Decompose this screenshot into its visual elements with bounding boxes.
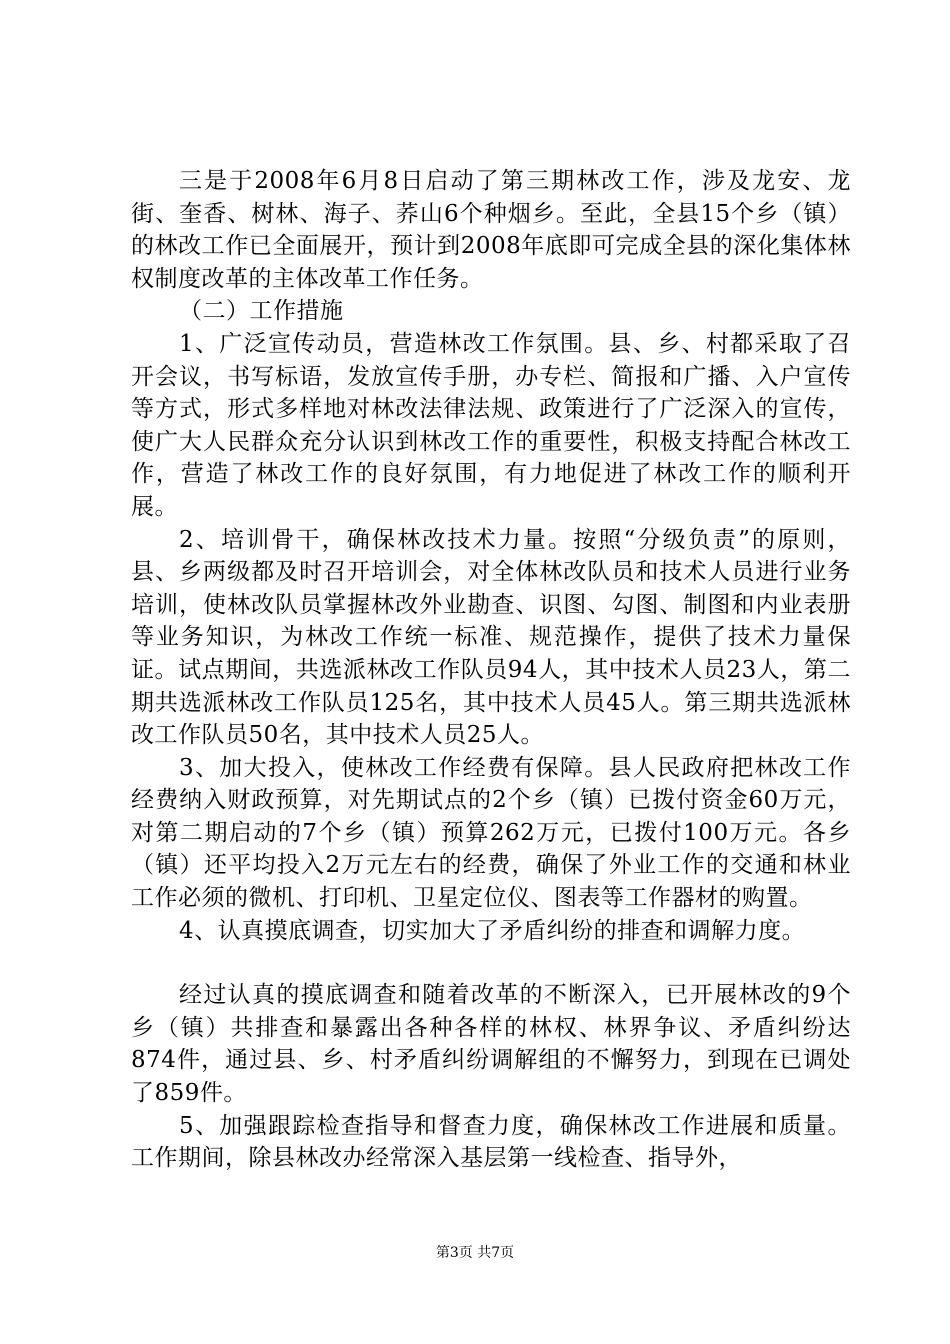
paragraph-phase-three: 三是于2008年6月8日启动了第三期林改工作，涉及龙安、龙街、奎香、树林、海子、荞山6个种烟乡。至此，全县15个乡（镇）的林改工作已全面展开，预计到2008年底即可完成全县的深化集体林权制度改革的主体改革工作任务。 (131, 168, 851, 292)
document-body (131, 165, 851, 1175)
paragraph-measure-4: 4、认真摸底调查，切实加大了矛盾纠纷的排查和调解力度。 (179, 917, 806, 944)
paragraph-measure-3: 3、加大投入，使林改工作经费有保障。县人民政府把林改工作经费纳入财政预算，对先期试点的2个乡（镇）已拨付资金60万元，对第二期启动的7个乡（镇）预算262万元，已拨付100万元。各乡（镇）还平均投入2万元左右的经费，确保了外业工作的交通和林业工作必须的微机、打印机、卫星定位仪、图表等工作器材的购置。 (131, 754, 851, 912)
section-heading-work-measures: （二）工作措施 (179, 298, 344, 325)
paragraph-dispute-results: 经过认真的摸底调查和随着改革的不断深入，已开展林改的9个乡（镇）共排查和暴露出各种各样的林权、林界争议、矛盾纠纷达874件，通过县、乡、村矛盾纠纷调解组的不懈努力，到现在已调处了859件。 (131, 982, 851, 1107)
paragraph-spacer (131, 947, 851, 979)
paragraph-measure-5: 5、加强跟踪检查指导和督查力度，确保林改工作进展和质量。工作期间，除县林改办经常深入基层第一线检查、指导外， (131, 1112, 851, 1172)
page-footer: 第3页 共7页 (435, 1245, 515, 1261)
paragraph-measure-2: 2、培训骨干，确保林改技术力量。按照“分级负责”的原则，县、乡两级都及时召开培训会，对全体林改队员和技术人员进行业务培训，使林改队员掌握林改外业勘查、识图、勾图、制图和内业表册等业务知识，为林改工作统一标准、规范操作，提供了技术力量保证。试点期间，共选派林改工作队员94人，其中技术人员23人，第二期共选派林改工作队员125名，其中技术人员45人。第三期共选派林改工作队员50名，其中技术人员25人。 (131, 526, 851, 749)
paragraph-measure-1: 1、广泛宣传动员，营造林改工作氛围。县、乡、村都采取了召开会议，书写标语，发放宣传手册，办专栏、简报和广播、入户宣传等方式，形式多样地对林改法律法规、政策进行了广泛深入的宣传，使广大人民群众充分认识到林改工作的重要性，积极支持配合林改工作，营造了林改工作的良好氛围，有力地促进了林改工作的顺利开展。 (131, 330, 851, 520)
